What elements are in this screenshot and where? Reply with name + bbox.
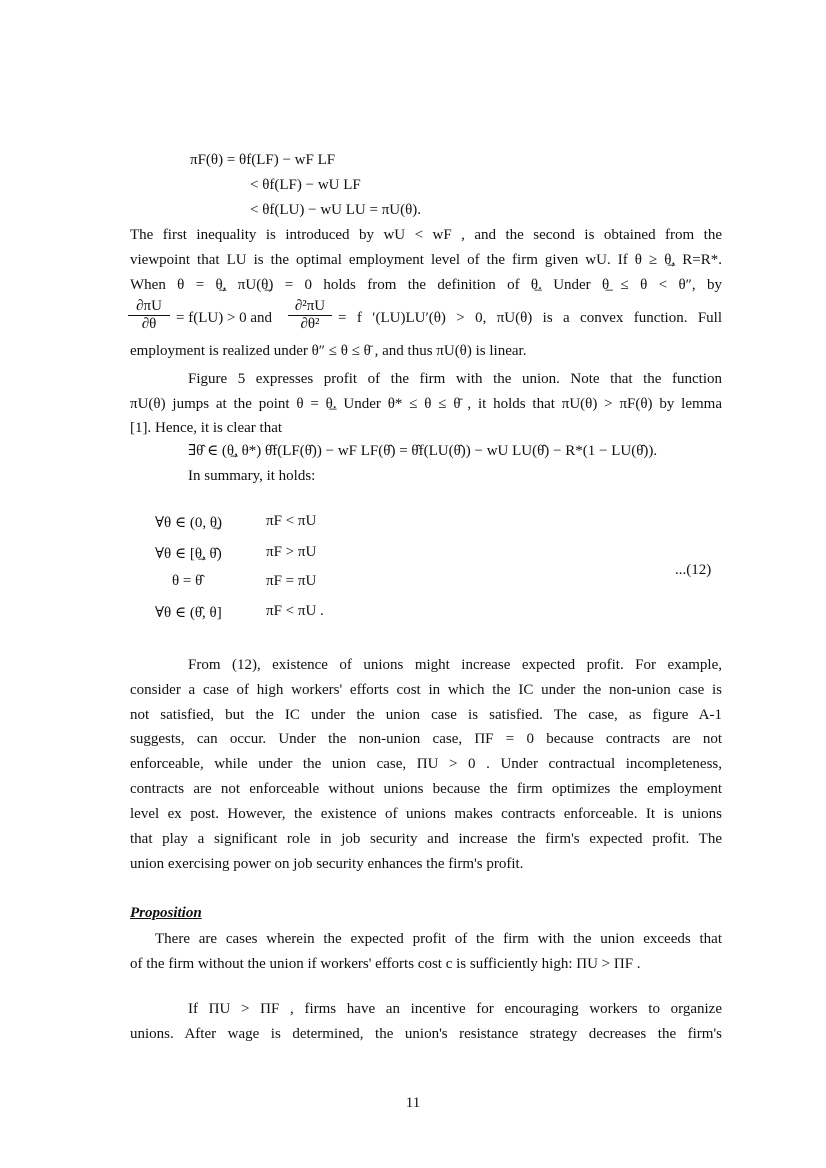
paragraph-2-line-3: [1]. Hence, it is clear that <box>130 420 283 436</box>
paragraph-2-line-2: πU(θ) jumps at the point θ = θ̲. Under θ* ≤ θ ≤ θ̄ , it holds that πU(θ) > πF(θ) by lemma <box>130 396 722 412</box>
equation-line-3: < θf(LU) − wU LU = πU(θ). <box>250 202 422 218</box>
existence-equation: ∃θ̂ ∈ (θ̲, θ*) θ̂f(LF(θ̂)) − wF LF(θ̂) = θ̂f(LU(θ̂)) − wU LU(θ̂) − R*(1 − LU(θ̂)). <box>188 443 658 459</box>
fraction-2 <box>288 298 332 333</box>
paragraph-3-line-1: From (12), existence of unions might increase expected profit. For example, <box>188 657 722 673</box>
paragraph-4-line-2: unions. After wage is determined, the union's resistance strategy decreases the firm's <box>130 1026 722 1042</box>
fraction-2-numerator: ∂²πU <box>288 298 332 316</box>
paragraph-1-line-4: employment is realized under θ″ ≤ θ ≤ θ̄ , and thus πU(θ) is linear. <box>130 343 527 359</box>
paragraph-1-line-1: The first inequality is introduced by wU < wF , and the second is obtained from the <box>130 227 722 243</box>
case-4-relation: πF < πU . <box>266 603 324 619</box>
case-1-relation: πF < πU <box>266 513 317 529</box>
paragraph-3-line-5: enforceable, while under the union case, ΠU > 0 . Under contractual incompleteness, <box>130 756 722 772</box>
fraction-1-denominator: ∂θ <box>141 316 157 332</box>
case-2-condition: ∀θ ∈ [θ̲, θ̂) <box>155 546 222 562</box>
paragraph-4-line-1: If ΠU > ΠF , firms have an incentive for encouraging workers to organize <box>188 1001 722 1017</box>
paragraph-3-line-2: consider a case of high workers' efforts cost in which the IC under the non-union case is <box>130 682 722 698</box>
case-4-condition: ∀θ ∈ (θ̂, θ] <box>155 605 222 621</box>
case-2-relation: πF > πU <box>266 544 317 560</box>
paragraph-1-line-3: When θ = θ̲, πU(θ̲) = 0 holds from the definition of θ̲. Under θ̲ ≤ θ < θ″, by <box>130 277 722 293</box>
fraction-1-numerator: ∂πU <box>128 298 170 316</box>
equation-line-2: < θf(LF) − wU LF <box>250 177 361 193</box>
case-3-condition: θ = θ̂ <box>172 573 203 589</box>
equation-number: ...(12) <box>675 562 712 578</box>
case-1-condition: ∀θ ∈ (0, θ̲) <box>155 515 223 531</box>
case-3-relation: πF = πU <box>266 573 317 589</box>
page-number: 11 <box>405 1095 421 1111</box>
proposition-line-1: There are cases wherein the expected profit of the firm with the union exceeds that <box>155 931 722 947</box>
paragraph-3-line-8: that play a significant role in job security and increase the firm's expected profit. The <box>130 831 722 847</box>
paragraph-3-line-3: not satisfied, but the IC under the union case is satisfied. The case, as figure A-1 <box>130 707 722 723</box>
paragraph-3-line-9: union exercising power on job security enhances the firm's profit. <box>130 856 524 872</box>
paragraph-1-line-2: viewpoint that LU is the optimal employment level of the firm given wU. If θ ≥ θ̲, R=R*. <box>130 252 722 268</box>
paragraph-3-line-6: contracts are not enforceable without unions because the firm optimizes the employment <box>130 781 722 797</box>
proposition-heading: Proposition <box>130 905 202 921</box>
fraction-1 <box>128 298 170 333</box>
paragraph-2-line-5: In summary, it holds: <box>188 468 316 484</box>
paragraph-2-line-1: Figure 5 expresses profit of the firm with the union. Note that the function <box>188 371 722 387</box>
paragraph-3-line-7: level ex post. However, the existence of unions makes contracts enforceable. It is unions <box>130 806 722 822</box>
derivative-middle-text: = f(LU) > 0 and <box>176 310 273 326</box>
fraction-2-denominator: ∂θ² <box>300 316 320 332</box>
proposition-line-2: of the firm without the union if workers' efforts cost c is sufficiently high: ΠU > ΠF . <box>130 956 641 972</box>
paragraph-3-line-4: suggests, can occur. Under the non-union case, ΠF = 0 because contracts are not <box>130 731 722 747</box>
equation-line-1: πF(θ) = θf(LF) − wF LF <box>190 152 336 168</box>
derivative-tail-text: = f ′(LU)LU′(θ) > 0, πU(θ) is a convex function. Full <box>338 310 722 326</box>
